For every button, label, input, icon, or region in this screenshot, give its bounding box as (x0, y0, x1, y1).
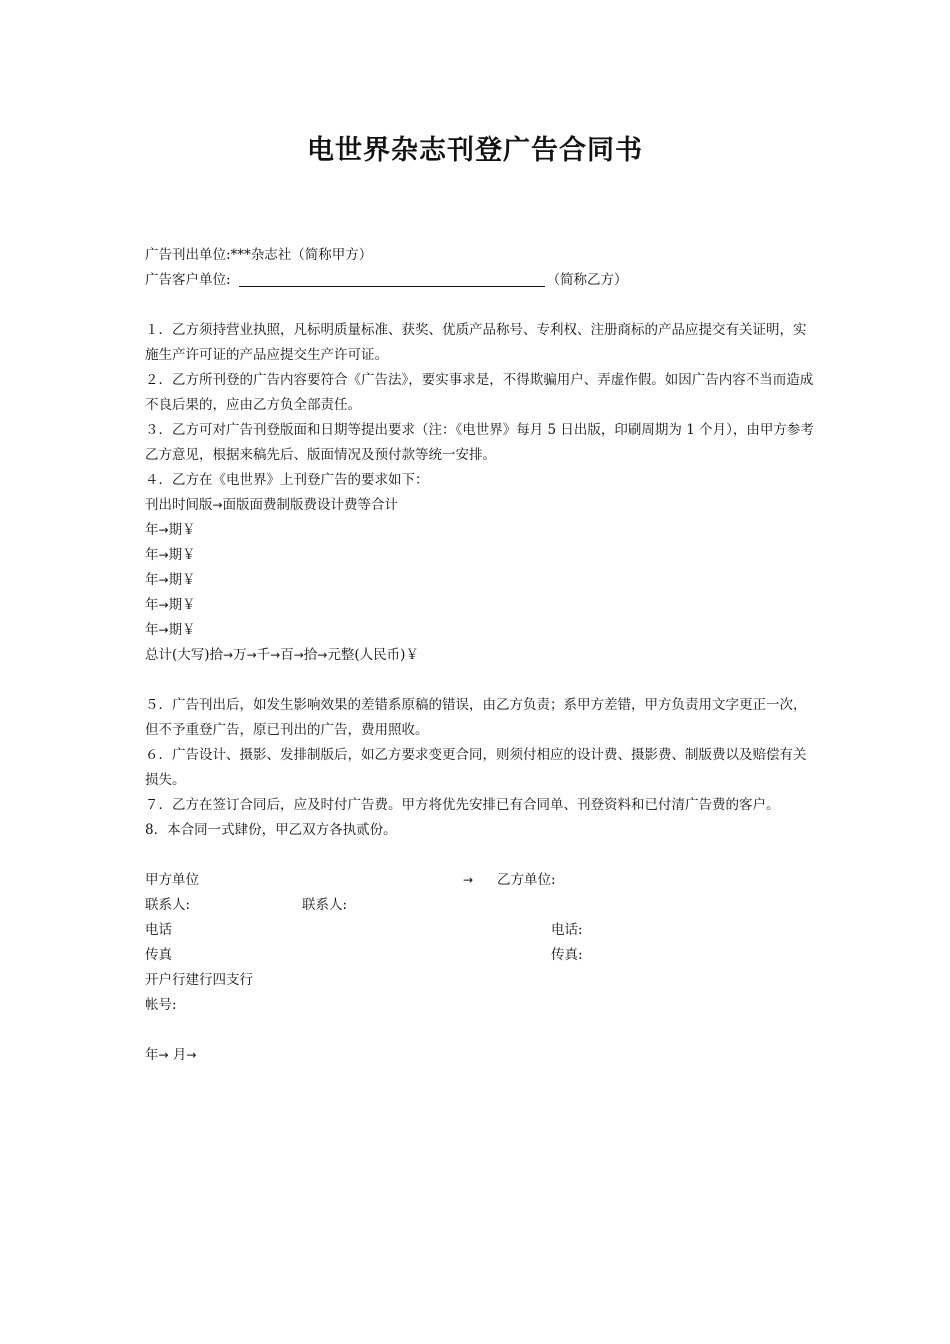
fee-row (145, 618, 815, 643)
fee-row-issue: 期￥ (168, 597, 196, 613)
signature-phone-row (145, 918, 815, 943)
fee-row-issue: 期￥ (168, 622, 196, 638)
client-line (145, 268, 815, 293)
fee-header-a: 刊出时间版 (145, 497, 213, 513)
total-part: 千 (256, 647, 271, 663)
clause-8: 8．本合同一式肆份，甲乙双方各执贰份。 (145, 822, 397, 838)
signature-contact-row (145, 893, 815, 918)
arrow-icon: → (270, 648, 281, 662)
clause-6: ６．广告设计、摄影、发排制版后，如乙方要求变更合同，则须付相应的设计费、摄影费、制版费以及赔偿有关损失。 (145, 747, 807, 788)
arrow-icon: → (186, 1048, 197, 1062)
arrow-icon: → (293, 648, 304, 662)
document-title: 电世界杂志刊登广告合同书 (307, 135, 643, 166)
date-year-label: 年 (145, 1047, 159, 1063)
fee-table-header (145, 493, 815, 518)
clause-7: ７．乙方在签订合同后，应及时付广告费。甲方将优先安排已有合同单、刊登资料和已付清广告费的客户。 (145, 797, 780, 813)
date-line (145, 1043, 815, 1068)
arrow-icon: → (317, 648, 328, 662)
signature-fax-row (145, 943, 815, 968)
arrow-icon: → (158, 523, 169, 537)
arrow-icon: → (463, 873, 474, 887)
party-b-label: 乙方单位: (497, 872, 556, 888)
fee-row-issue: 期￥ (168, 522, 196, 538)
arrow-icon: → (212, 498, 223, 512)
arrow-icon: → (246, 648, 257, 662)
fee-total (145, 643, 815, 668)
fee-row-issue: 期￥ (168, 572, 196, 588)
contract-body (145, 243, 815, 1068)
total-part: 总计(大写)拾 (145, 647, 224, 663)
fee-row-year: 年 (145, 622, 159, 638)
clause-2: ２．乙方所刊登的广告内容要符合《广告法》，要实事求是，不得欺骗用户、弄虚作假。如因广告内容不当而造成不良后果的，应由乙方负全部责任。 (145, 372, 814, 413)
fee-row-year: 年 (145, 597, 159, 613)
spacer (145, 1018, 815, 1043)
arrow-icon: → (158, 573, 169, 587)
total-part: 百 (280, 647, 294, 663)
arrow-icon: → (158, 548, 169, 562)
total-part: 拾 (303, 647, 318, 663)
fee-row-year: 年 (145, 547, 159, 563)
arrow-icon: → (158, 623, 169, 637)
date-month-label: 月 (172, 1047, 187, 1063)
contact-b-label: 联系人: (302, 897, 348, 913)
fee-row (145, 593, 815, 618)
clause-3: ３．乙方可对广告刊登版面和日期等提出要求（注：《电世界》每月 5 日出版，印刷周期为 1 个月），由甲方参考乙方意见，根据来稿先后、版面情况及预付款等统一安排。 (145, 422, 814, 463)
clause-4: ４．乙方在《电世界》上刊登广告的要求如下： (145, 472, 429, 488)
client-label: 广告客户单位: (145, 272, 231, 288)
contact-a-label: 联系人: (145, 897, 191, 913)
fee-row (145, 568, 815, 593)
spacer (145, 668, 815, 693)
party-a-label: 甲方单位 (145, 872, 199, 888)
client-suffix: （简称乙方） (546, 272, 628, 288)
signature-party-row (145, 868, 815, 893)
total-part: 元整(人民币)￥ (327, 647, 419, 663)
fee-row-year: 年 (145, 572, 159, 588)
arrow-icon: → (158, 1048, 169, 1062)
client-name-blank[interactable] (239, 269, 545, 287)
bank-line: 开户行建行四支行 (145, 972, 253, 988)
fee-row-year: 年 (145, 522, 159, 538)
clause-1: １．乙方须持营业执照，凡标明质量标准、获奖、优质产品称号、专利权、注册商标的产品应提交有关证明，实施生产许可证的产品应提交生产许可证。 (145, 322, 807, 363)
arrow-icon: → (158, 598, 169, 612)
publisher-line: 广告刊出单位:***杂志社（简称甲方） (145, 247, 373, 263)
fee-header-b: 面版面费制版费设计费等合计 (222, 497, 399, 513)
spacer (145, 843, 815, 868)
arrow-icon: → (223, 648, 234, 662)
account-line: 帐号: (145, 997, 177, 1013)
phone-b-label: 电话: (551, 922, 583, 938)
phone-a-label: 电话 (145, 922, 172, 938)
spacer (145, 293, 815, 318)
fee-row (145, 543, 815, 568)
clause-5: ５．广告刊出后，如发生影响效果的差错系原稿的错误，由乙方负责；系甲方差错，甲方负责用文字更正一次，但不予重登广告，原已刊出的广告，费用照收。 (145, 697, 807, 738)
fee-row-issue: 期￥ (168, 547, 196, 563)
fax-a-label: 传真 (145, 947, 172, 963)
total-part: 万 (233, 647, 247, 663)
fax-b-label: 传真: (551, 947, 583, 963)
fee-row (145, 518, 815, 543)
